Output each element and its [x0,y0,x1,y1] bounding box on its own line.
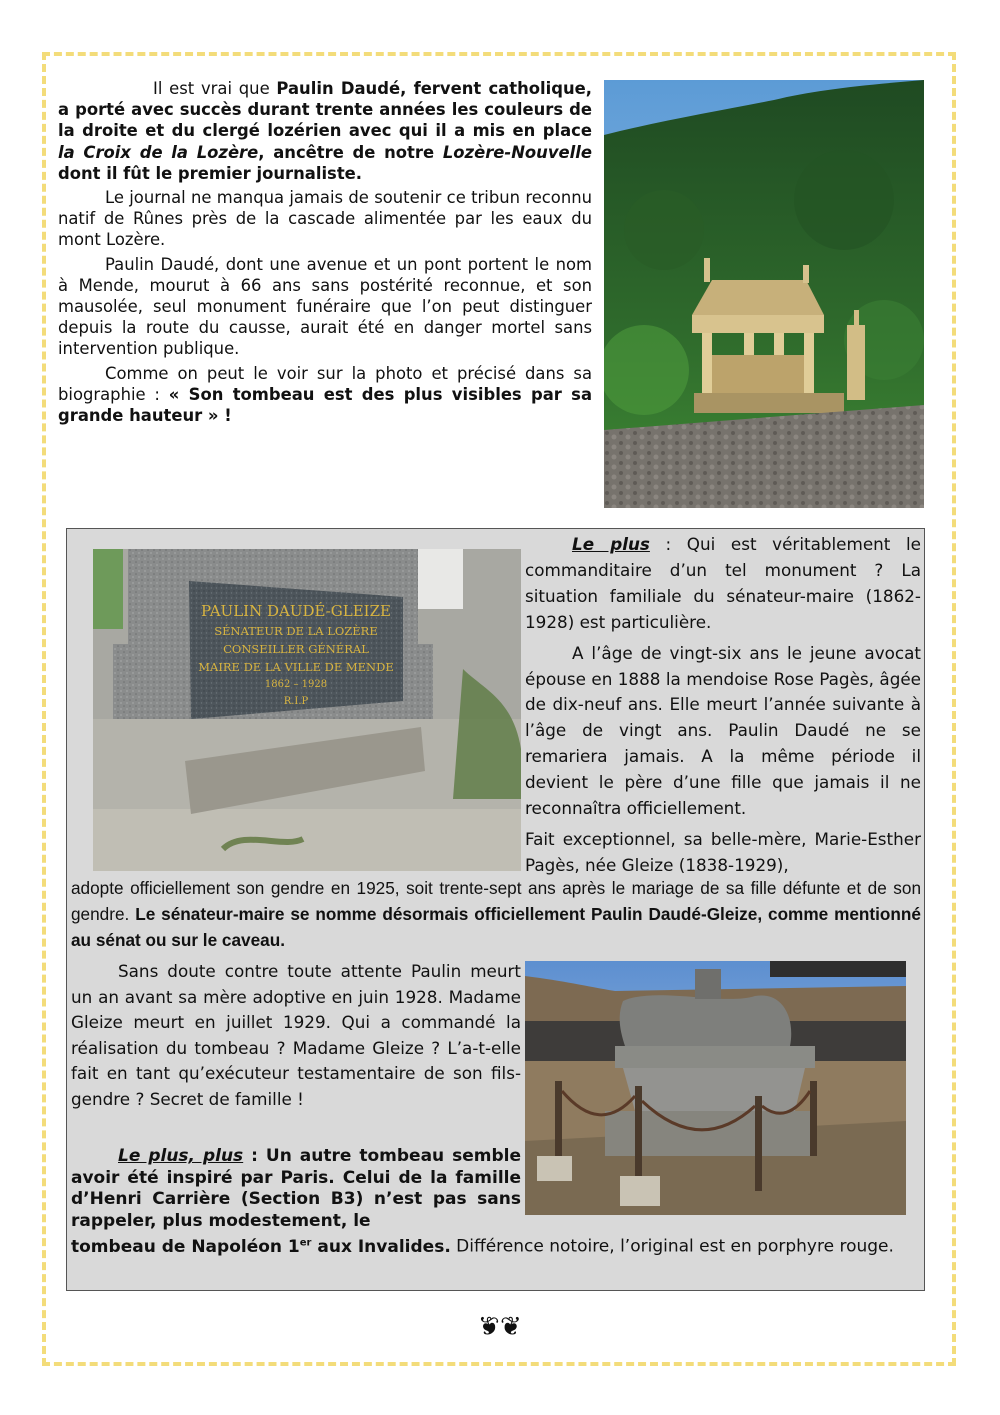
intro-paragraph-2: Le journal ne manqua jamais de soutenir ce tribun reconnu natif de Rûnes près de la cascade alimentée par les eaux du mont Lozère. [58,188,592,250]
intro-text [58,78,592,429]
plaque-line-1: PAULIN DAUDÉ-GLEIZE [201,602,391,620]
tomb-question-paragraph: Sans doute contre toute attente Paulin meurt un an avant sa mère adoptive en juin 1928. Madame Gleize meurt en juillet 1929. Qui a commandé la réalisation du tombeau ? Madame Gleize ? L’a-t-elle fait en tant qu’exécuteur testamentaire de son fils-gendre ? Secret de famille ! [71,961,521,1109]
le-plus-paragraph-1: Le plus : Qui est véritablement le commanditaire d’un tel monument ? La situation familiale du sénateur-maire (1862-1928) est particulière. [525,534,921,632]
le-plus-paragraph-2: A l’âge de vingt-six ans le jeune avocat épouse en 1888 la mendoise Rose Pagès, âgée de dix-neuf ans. Elle meurt l’année suivante à l’âge de vingt ans. Paulin Daudé ne se remariera jamais. A la même période il devient le père d’une fille que jamais il ne reconnaîtra officiellement. [525,642,921,819]
napoleon-paragraph: tombeau de Napoléon 1er aux Invalides. Différence notoire, l’original est en porphyre rouge. [71,1236,894,1257]
le-plus-column [525,532,921,879]
plaque-line-4: MAIRE DE LA VILLE DE MENDE [198,660,394,674]
adoption-paragraph: adopte officiellement son gendre en 1925, soit trente-sept ans après le mariage de sa fille défunte et de son gendre. Le sénateur-maire se nomme désormais officiellement Paulin Daudé-Gleize, comme mentionné au sénat ou sur le caveau. [71,878,921,950]
plaque-line-6: R.I.P [283,696,309,707]
le-plus-paragraph-3-start: Fait exceptionnel, sa belle-mère, Marie-Esther Pagès, née Gleize (1838-1929), [525,828,921,875]
intro-paragraph-1: Il est vrai que Paulin Daudé, fervent catholique, a porté avec succès durant trente années les couleurs de la droite et du clergé lozérien avec qui il a mis en place la Croix de la Lozère, ancêtre de notre Lozère-Nouvelle dont il fût le premier journaliste. [58,79,593,183]
ornament-right-icon: ❦ [500,1312,560,1342]
le-plus-plus-paragraph: Le plus, plus : Un autre tombeau semble avoir été inspiré par Paris. Celui de la famille d’Henri Carrière (Section B3) n’est pas sans rappeler, plus modestement, le [71,1146,522,1231]
plaque-photo [93,549,521,871]
intro-paragraph-4: Comme on peut le voir sur la photo et précisé dans sa biographie : « Son tombeau est des plus visibles par sa grande hauteur » ! [58,363,592,426]
ornament-left-icon: ❦ [440,1312,500,1342]
carriere-tomb-photo [525,961,906,1215]
intro-paragraph-3: Paulin Daudé, dont une avenue et un pont portent le nom à Mende, mourut à 66 ans sans postérité reconnue, et son mausolée, seul monument funéraire que l’on peut distinguer depuis la route du causse, aurait été en danger mortel sans intervention publique. [58,254,592,359]
le-plus-section [66,528,925,1291]
plaque-line-5: 1862 – 1928 [264,679,328,690]
plaque-line-3: CONSEILLER GÉNÉRAL [223,642,369,656]
le-plus-plus-label: Le plus, plus [118,1146,244,1166]
le-plus-label: Le plus [572,534,650,554]
plaque-line-2: SÉNATEUR DE LA LOZÈRE [214,624,378,638]
footer-ornaments [0,1312,1000,1342]
mausoleum-photo [604,80,924,508]
